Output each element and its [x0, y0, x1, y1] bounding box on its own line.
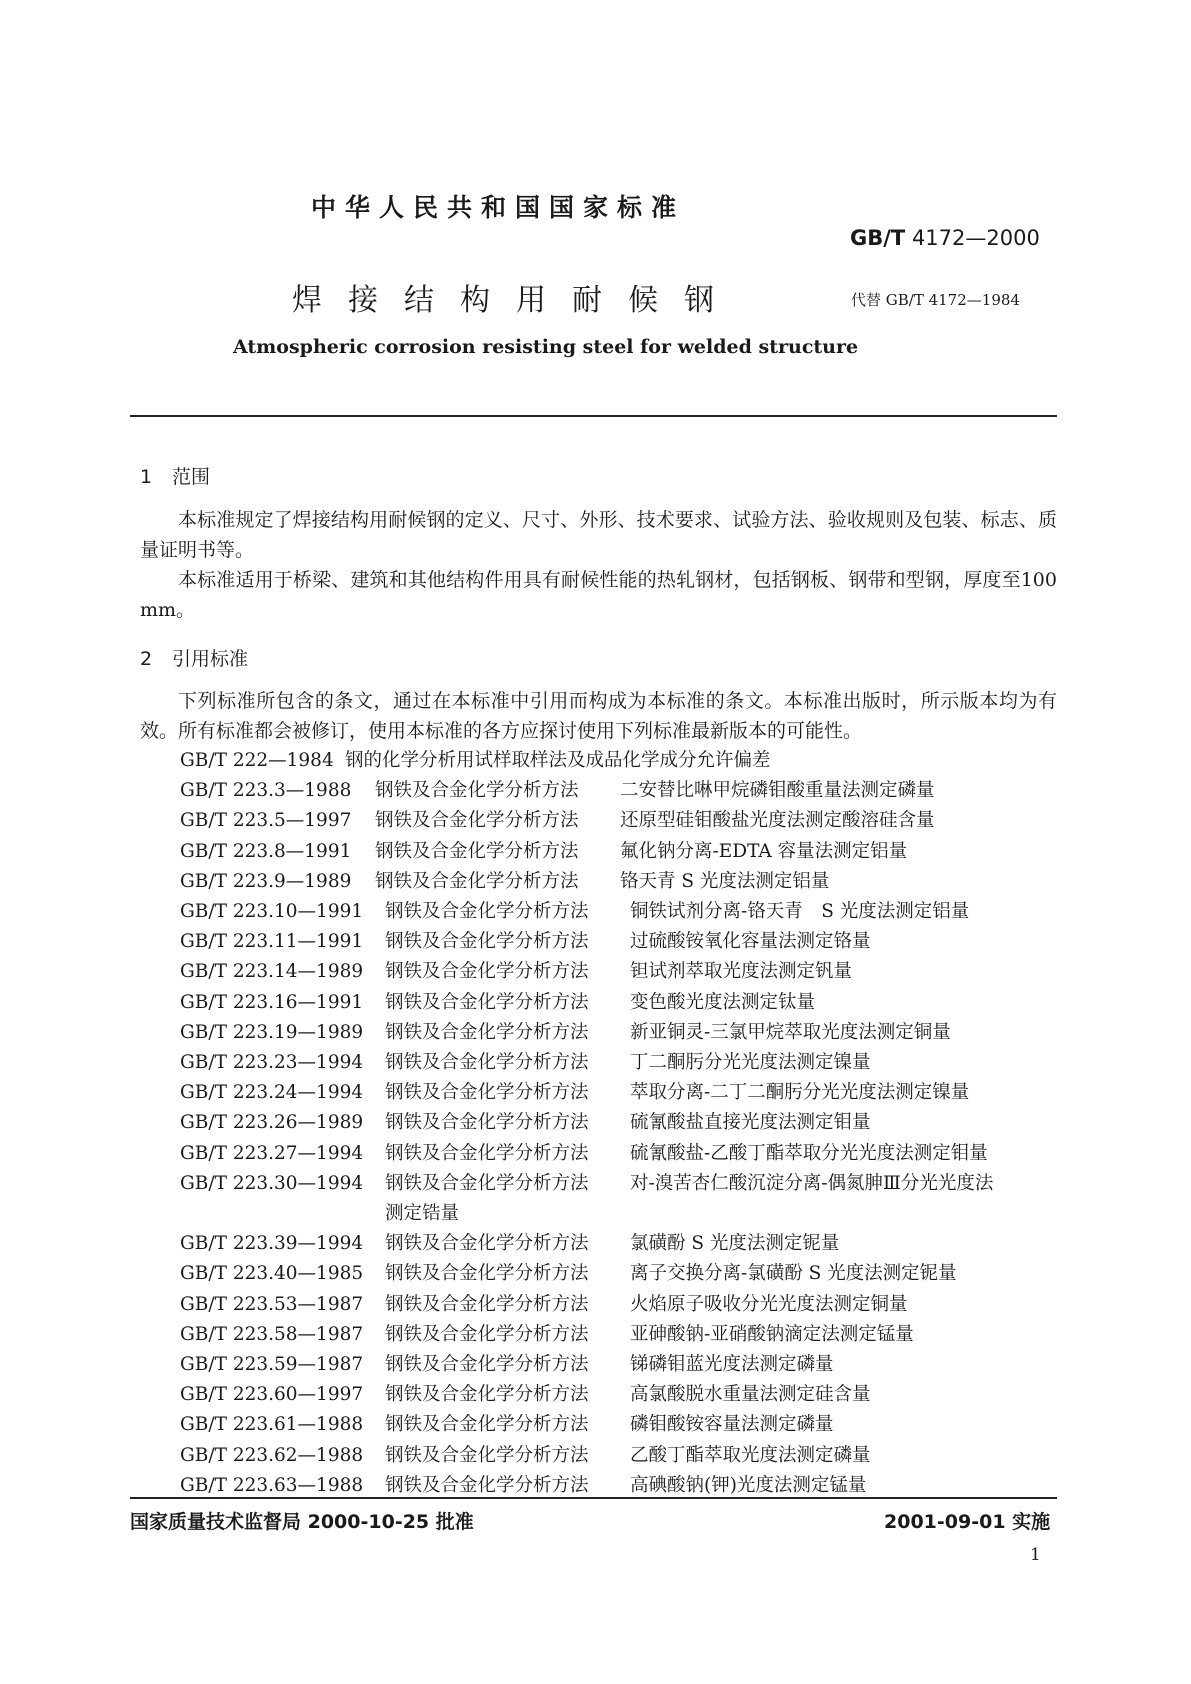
- section-number: 1: [140, 466, 153, 488]
- header-divider: [130, 415, 1057, 417]
- reference-item: [180, 1048, 871, 1078]
- standard-number: [850, 226, 1040, 250]
- reference-item: [180, 1229, 839, 1259]
- reference-code: GB/T 223.26—1989: [180, 1112, 364, 1134]
- reference-code: GB/T 223.58—1987: [180, 1323, 364, 1345]
- reference-item: [180, 867, 829, 897]
- reference-item: [180, 1410, 834, 1440]
- reference-group: 钢铁及合金化学分析方法: [385, 1444, 589, 1466]
- reference-method: 新亚铜灵-三氯甲烷萃取光度法测定铜量: [630, 1021, 951, 1043]
- reference-code: GB/T 223.9—1989: [180, 870, 352, 892]
- footer-divider: [130, 1497, 1057, 1499]
- reference-group: 钢铁及合金化学分析方法: [375, 840, 579, 862]
- section-number: 2: [140, 648, 153, 670]
- reference-group: 钢铁及合金化学分析方法: [385, 931, 589, 953]
- reference-code: GB/T 223.30—1994: [180, 1172, 364, 1194]
- scope-paragraph-1: 本标准规定了焊接结构用耐候钢的定义、尺寸、外形、技术要求、试验方法、验收规则及包装、标志、质量证明书等。: [140, 509, 1057, 561]
- reference-code: GB/T 223.63—1988: [180, 1474, 364, 1496]
- reference-method-continuation: 测定锆量: [385, 1203, 460, 1224]
- reference-item: [180, 1169, 993, 1199]
- reference-method: 高碘酸钠(钾)光度法测定锰量: [630, 1474, 867, 1496]
- section-title: 引用标准: [172, 648, 249, 670]
- reference-method: 氯磺酚 S 光度法测定铌量: [630, 1233, 840, 1255]
- reference-group: 钢铁及合金化学分析方法: [385, 1384, 589, 1406]
- reference-group: 钢铁及合金化学分析方法: [385, 1233, 589, 1255]
- reference-group: 钢铁及合金化学分析方法: [375, 870, 579, 892]
- reference-method: 萃取分离-二丁二酮肟分光光度法测定镍量: [630, 1082, 970, 1104]
- section-title: 范围: [172, 466, 211, 488]
- reference-group: 钢铁及合金化学分析方法: [385, 1112, 589, 1134]
- reference-group: 钢铁及合金化学分析方法: [385, 1293, 589, 1315]
- reference-item: [180, 1441, 871, 1471]
- reference-method: 离子交换分离-氯磺酚 S 光度法测定铌量: [630, 1263, 957, 1285]
- reference-item: [180, 927, 871, 957]
- reference-item: [180, 746, 771, 776]
- reference-code: GB/T 223.59—1987: [180, 1354, 364, 1375]
- reference-method: 亚砷酸钠-亚硝酸钠滴定法测定锰量: [630, 1323, 914, 1345]
- reference-item: [180, 1078, 969, 1108]
- reference-code: GB/T 223.23—1994: [180, 1052, 364, 1073]
- reference-item: [180, 1108, 871, 1138]
- reference-item: [180, 1290, 908, 1320]
- reference-group: 钢铁及合金化学分析方法: [385, 1414, 589, 1436]
- reference-item: [180, 776, 935, 806]
- reference-item: [180, 1380, 871, 1410]
- reference-code: GB/T 223.53—1987: [180, 1293, 364, 1315]
- english-title: Atmospheric corrosion resisting steel for welded structure: [233, 336, 859, 358]
- reference-method: 过硫酸铵氧化容量法测定铬量: [630, 931, 871, 953]
- reference-item: [180, 957, 852, 987]
- reference-method: 铬天青 S 光度法测定铝量: [620, 870, 830, 892]
- reference-code: GB/T 223.60—1997: [180, 1384, 364, 1406]
- reference-method: 对-溴苦杏仁酸沉淀分离-偶氮胂Ⅲ分光光度法: [630, 1172, 994, 1194]
- document-title: 焊接结构用耐候钢: [292, 283, 740, 318]
- reference-method: 二安替比啉甲烷磷钼酸重量法测定磷量: [620, 780, 935, 802]
- reference-item: [180, 1350, 834, 1380]
- reference-item: [180, 897, 969, 927]
- reference-group: 钢铁及合金化学分析方法: [385, 1263, 589, 1285]
- replaces-note: 代替 GB/T 4172—1984: [851, 291, 1020, 309]
- reference-method: 变色酸光度法测定钛量: [630, 991, 816, 1013]
- reference-method: 钽试剂萃取光度法测定钒量: [630, 961, 853, 983]
- page-number: 1: [1030, 1545, 1041, 1565]
- reference-item: [180, 988, 815, 1018]
- reference-method: 硫氰酸盐-乙酸丁酯萃取分光光度法测定钼量: [630, 1142, 988, 1164]
- reference-method: 氟化钠分离-EDTA 容量法测定铝量: [620, 840, 908, 862]
- reference-method: 磷钼酸铵容量法测定磷量: [630, 1414, 834, 1436]
- reference-group: 钢铁及合金化学分析方法: [385, 1021, 589, 1043]
- reference-item: [180, 1018, 951, 1048]
- reference-method: 火焰原子吸收分光光度法测定铜量: [630, 1293, 908, 1315]
- reference-item: [180, 1259, 957, 1289]
- reference-code: GB/T 222—1984: [180, 750, 334, 771]
- reference-method: 硫氰酸盐直接光度法测定钼量: [630, 1112, 871, 1134]
- reference-code: GB/T 223.40—1985: [180, 1263, 364, 1285]
- reference-group: 钢铁及合金化学分析方法: [385, 1082, 589, 1104]
- reference-code: GB/T 223.62—1988: [180, 1444, 364, 1466]
- reference-group: 钢铁及合金化学分析方法: [385, 1474, 589, 1496]
- reference-item: [180, 1320, 914, 1350]
- reference-code: GB/T 223.24—1994: [180, 1082, 364, 1104]
- effective-date: 2001-09-01 实施: [884, 1511, 1051, 1533]
- reference-code: GB/T 223.10—1991: [180, 901, 364, 922]
- reference-code: GB/T 223.61—1988: [180, 1414, 364, 1436]
- reference-item: [180, 806, 935, 836]
- reference-method: 铜铁试剂分离-铬天青 S 光度法测定铝量: [630, 901, 970, 922]
- reference-method: 钢的化学分析用试样取样法及成品化学成分允许偏差: [345, 750, 771, 771]
- national-standard-title: 中华人民共和国国家标准: [311, 193, 686, 222]
- reference-code: GB/T 223.8—1991: [180, 840, 352, 862]
- reference-code: GB/T 223.5—1997: [180, 810, 352, 832]
- reference-code: GB/T 223.19—1989: [180, 1021, 364, 1043]
- reference-method: 锑磷钼蓝光度法测定磷量: [630, 1354, 834, 1375]
- standard-prefix: GB/T: [850, 226, 906, 250]
- reference-item: [180, 1139, 988, 1169]
- references-intro-paragraph: 下列标准所包含的条文，通过在本标准中引用而构成为本标准的条文。本标准出版时，所示版本均为有效。所有标准都会被修订，使用本标准的各方应探讨使用下列标准最新版本的可能性。: [140, 690, 1057, 742]
- reference-code: GB/T 223.3—1988: [180, 780, 352, 802]
- reference-group: 钢铁及合金化学分析方法: [375, 780, 579, 802]
- reference-method: 乙酸丁酯萃取光度法测定磷量: [630, 1444, 871, 1466]
- reference-group: 钢铁及合金化学分析方法: [385, 991, 589, 1013]
- reference-group: 钢铁及合金化学分析方法: [385, 1052, 589, 1073]
- reference-method: 高氯酸脱水重量法测定硅含量: [630, 1384, 871, 1406]
- scope-paragraph-2: 本标准适用于桥梁、建筑和其他结构件用具有耐候性能的热轧钢材，包括钢板、钢带和型钢，厚度至100 mm。: [140, 569, 1057, 621]
- standard-code: 4172—2000: [911, 226, 1040, 250]
- section-heading-scope: [140, 462, 210, 489]
- reference-group: 钢铁及合金化学分析方法: [385, 961, 589, 983]
- reference-group: 钢铁及合金化学分析方法: [385, 901, 589, 922]
- reference-code: GB/T 223.27—1994: [180, 1142, 364, 1164]
- reference-group: 钢铁及合金化学分析方法: [385, 1172, 589, 1194]
- section-heading-references: [140, 644, 248, 671]
- reference-code: GB/T 223.14—1989: [180, 961, 364, 983]
- reference-item: [180, 837, 907, 867]
- reference-code: GB/T 223.39—1994: [180, 1233, 364, 1255]
- reference-group: 钢铁及合金化学分析方法: [385, 1354, 589, 1375]
- approval-line: 国家质量技术监督局 2000-10-25 批准: [130, 1511, 474, 1533]
- reference-code: GB/T 223.16—1991: [180, 991, 364, 1013]
- reference-method: 还原型硅钼酸盐光度法测定酸溶硅含量: [620, 810, 935, 832]
- reference-method: 丁二酮肟分光光度法测定镍量: [630, 1052, 871, 1073]
- reference-group: 钢铁及合金化学分析方法: [375, 810, 579, 832]
- reference-code: GB/T 223.11—1991: [180, 931, 364, 953]
- reference-group: 钢铁及合金化学分析方法: [385, 1142, 589, 1164]
- reference-group: 钢铁及合金化学分析方法: [385, 1323, 589, 1345]
